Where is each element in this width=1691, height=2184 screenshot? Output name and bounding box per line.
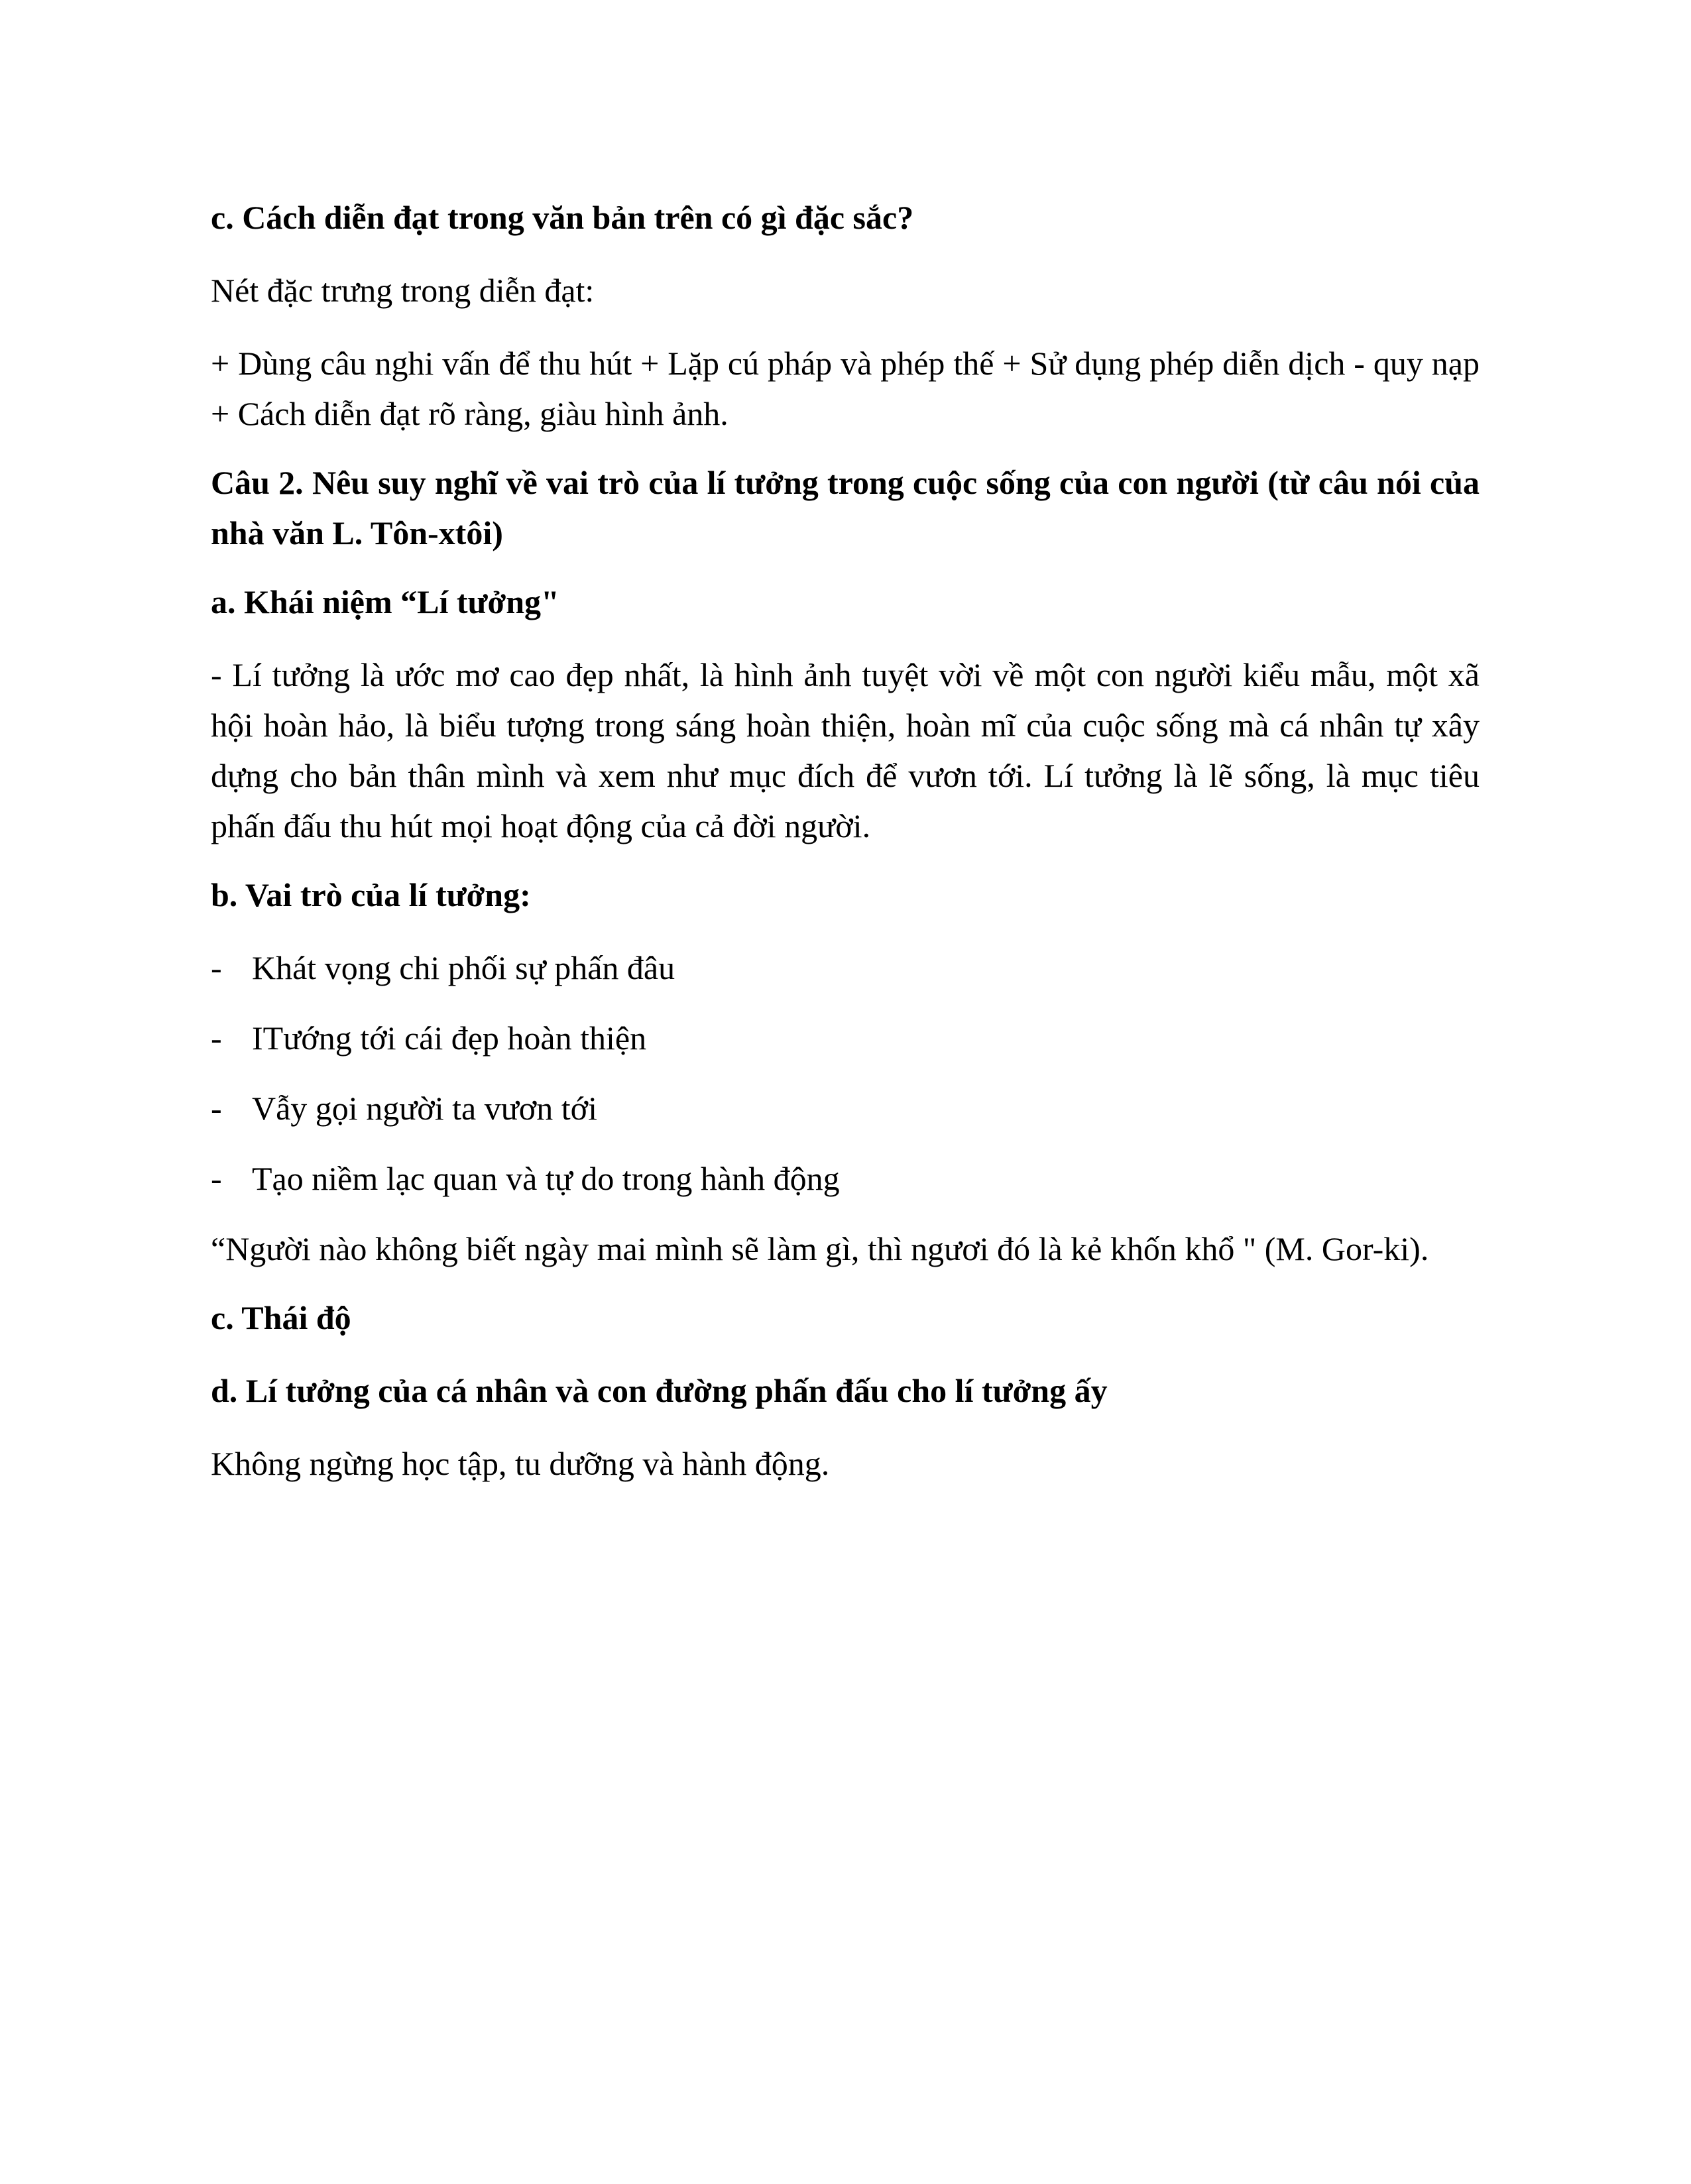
list-dash: - (211, 1019, 222, 1057)
section-d-heading: d. Lí tưởng của cá nhân và con đường phấn đấu cho lí tưởng ấy (211, 1372, 1108, 1409)
list-item-text: Vẫy gọi người ta vươn tới (252, 1090, 597, 1127)
list-item (211, 1083, 1480, 1133)
section-b-heading: b. Vai trò của lí tưởng: (211, 876, 531, 913)
list-item-text: Khát vọng chi phối sự phấn đâu (252, 949, 675, 986)
question-2-heading: Câu 2. Nêu suy nghĩ về vai trò của lí tưởng trong cuộc sống của con người (từ câu nói của nhà văn L. Tôn-xtôi) (211, 464, 1480, 551)
section-a-heading: a. Khái niệm “Lí tưởng" (211, 583, 559, 620)
features-intro: Nét đặc trưng trong diễn đạt: (211, 272, 595, 309)
list-item (211, 943, 1480, 993)
list-item (211, 1153, 1480, 1204)
list-dash: - (211, 1160, 222, 1197)
list-dash: - (211, 949, 222, 986)
conclusion-text: Không ngừng học tập, tu dưỡng và hành động. (211, 1445, 830, 1482)
definition-paragraph: - Lí tưởng là ước mơ cao đẹp nhất, là hình ảnh tuyệt vời về một con người kiểu mẫu, một xã hội hoàn hảo, là biểu tượng trong sáng hoàn thiện, hoàn mĩ của cuộc sống mà cá nhân tự xây dựng cho bản thân mình và xem như mục đích để vươn tới. Lí tưởng là lẽ sống, là mục tiêu phấn đấu thu hút mọi hoạt động của cả đời người. (211, 656, 1480, 844)
document-page (211, 192, 1480, 1507)
gorki-quote: “Người nào không biết ngày mai mình sẽ làm gì, thì ngươi đó là kẻ khốn khổ " (M. Gor-ki). (211, 1230, 1429, 1267)
list-item (211, 1013, 1480, 1063)
list-item-text: ITướng tới cái đẹp hoàn thiện (252, 1019, 647, 1057)
section-c-heading: c. Cách diễn đạt trong văn bản trên có gì đặc sắc? (211, 199, 914, 236)
section-c2-heading: c. Thái độ (211, 1299, 351, 1336)
features-text: + Dùng câu nghi vấn để thu hút + Lặp cú pháp và phép thế + Sử dụng phép diễn dịch - quy nạp + Cách diễn đạt rõ ràng, giàu hình ảnh. (211, 345, 1480, 432)
list-dash: - (211, 1090, 222, 1127)
list-item-text: Tạo niềm lạc quan và tự do trong hành động (252, 1160, 840, 1197)
